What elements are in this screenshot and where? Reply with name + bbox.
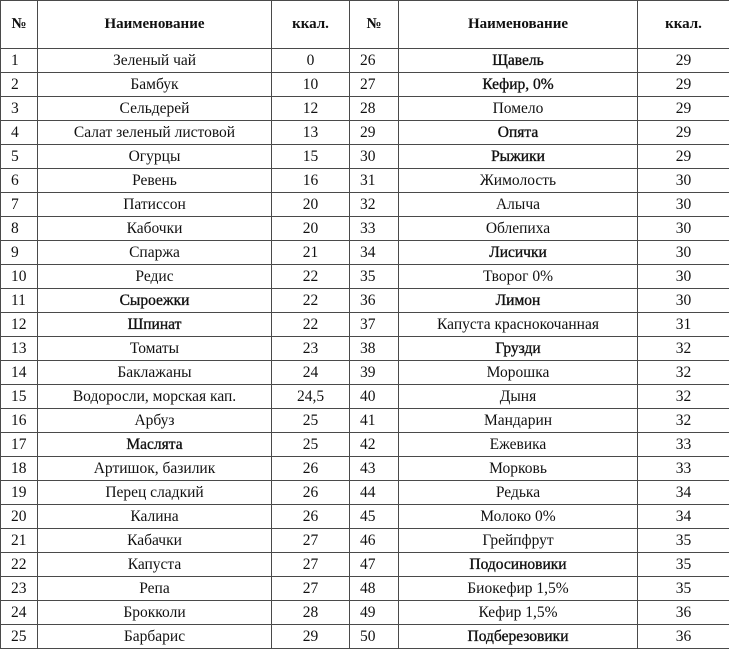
item-name-left: Ревень xyxy=(38,169,272,193)
item-kcal-left: 23 xyxy=(272,337,350,361)
table-row xyxy=(1,337,729,361)
item-kcal-left: 22 xyxy=(272,313,350,337)
item-kcal-left: 26 xyxy=(272,481,350,505)
item-name-right: Жимолость xyxy=(399,169,638,193)
table-row xyxy=(1,577,729,601)
item-number-left: 6 xyxy=(1,169,38,193)
item-kcal-left: 25 xyxy=(272,433,350,457)
item-name-right: Рыжики xyxy=(399,145,638,169)
item-number-left: 11 xyxy=(1,289,38,313)
item-kcal-right: 30 xyxy=(638,241,729,265)
header-number-left: № xyxy=(1,1,38,49)
item-number-right: 47 xyxy=(350,553,399,577)
item-kcal-left: 10 xyxy=(272,73,350,97)
item-number-left: 22 xyxy=(1,553,38,577)
item-number-right: 32 xyxy=(350,193,399,217)
table-row xyxy=(1,409,729,433)
item-name-left: Бамбук xyxy=(38,73,272,97)
table-row xyxy=(1,217,729,241)
item-name-right: Мандарин xyxy=(399,409,638,433)
item-number-left: 10 xyxy=(1,265,38,289)
item-kcal-right: 29 xyxy=(638,49,729,73)
item-name-right: Подберезовики xyxy=(399,625,638,649)
item-number-left: 17 xyxy=(1,433,38,457)
item-number-right: 42 xyxy=(350,433,399,457)
item-number-left: 24 xyxy=(1,601,38,625)
item-name-right: Молоко 0% xyxy=(399,505,638,529)
item-name-left: Сыроежки xyxy=(38,289,272,313)
item-number-left: 16 xyxy=(1,409,38,433)
item-name-right: Грузди xyxy=(399,337,638,361)
item-kcal-left: 24 xyxy=(272,361,350,385)
item-number-right: 38 xyxy=(350,337,399,361)
table-row xyxy=(1,289,729,313)
table-row xyxy=(1,457,729,481)
item-kcal-right: 30 xyxy=(638,193,729,217)
item-name-left: Редис xyxy=(38,265,272,289)
item-name-left: Артишок, базилик xyxy=(38,457,272,481)
item-name-left: Барбарис xyxy=(38,625,272,649)
header-number-right: № xyxy=(350,1,399,49)
item-kcal-left: 27 xyxy=(272,529,350,553)
item-kcal-right: 30 xyxy=(638,217,729,241)
item-kcal-right: 34 xyxy=(638,481,729,505)
item-number-left: 4 xyxy=(1,121,38,145)
item-kcal-left: 22 xyxy=(272,265,350,289)
item-name-right: Творог 0% xyxy=(399,265,638,289)
item-name-left: Шпинат xyxy=(38,313,272,337)
item-number-left: 23 xyxy=(1,577,38,601)
item-name-left: Патиссон xyxy=(38,193,272,217)
item-number-right: 43 xyxy=(350,457,399,481)
item-number-right: 41 xyxy=(350,409,399,433)
table-row xyxy=(1,145,729,169)
item-number-right: 34 xyxy=(350,241,399,265)
item-number-left: 7 xyxy=(1,193,38,217)
item-name-right: Грейпфрут xyxy=(399,529,638,553)
item-kcal-right: 34 xyxy=(638,505,729,529)
table-row xyxy=(1,601,729,625)
table-row xyxy=(1,265,729,289)
table-row xyxy=(1,121,729,145)
item-kcal-right: 35 xyxy=(638,577,729,601)
item-name-right: Морковь xyxy=(399,457,638,481)
item-kcal-left: 27 xyxy=(272,553,350,577)
item-name-left: Репа xyxy=(38,577,272,601)
item-kcal-right: 30 xyxy=(638,289,729,313)
item-name-right: Опята xyxy=(399,121,638,145)
item-name-left: Брокколи xyxy=(38,601,272,625)
item-name-right: Кефир 1,5% xyxy=(399,601,638,625)
item-name-left: Кабочки xyxy=(38,217,272,241)
item-name-right: Подосиновики xyxy=(399,553,638,577)
item-number-left: 13 xyxy=(1,337,38,361)
item-number-right: 44 xyxy=(350,481,399,505)
item-number-right: 49 xyxy=(350,601,399,625)
item-number-right: 46 xyxy=(350,529,399,553)
table-row xyxy=(1,73,729,97)
item-name-right: Лисички xyxy=(399,241,638,265)
item-number-right: 29 xyxy=(350,121,399,145)
item-kcal-left: 0 xyxy=(272,49,350,73)
item-kcal-left: 26 xyxy=(272,457,350,481)
item-name-left: Калина xyxy=(38,505,272,529)
item-name-left: Маслята xyxy=(38,433,272,457)
table-header-row xyxy=(1,1,729,49)
item-kcal-left: 29 xyxy=(272,625,350,649)
item-kcal-right: 33 xyxy=(638,433,729,457)
item-number-left: 12 xyxy=(1,313,38,337)
item-kcal-right: 35 xyxy=(638,553,729,577)
item-kcal-left: 21 xyxy=(272,241,350,265)
item-kcal-right: 32 xyxy=(638,361,729,385)
header-kcal-left: ккал. xyxy=(272,1,350,49)
item-number-left: 9 xyxy=(1,241,38,265)
item-number-left: 25 xyxy=(1,625,38,649)
item-number-right: 36 xyxy=(350,289,399,313)
item-number-right: 30 xyxy=(350,145,399,169)
item-name-right: Кефир, 0% xyxy=(399,73,638,97)
table-row xyxy=(1,481,729,505)
item-kcal-left: 27 xyxy=(272,577,350,601)
item-kcal-right: 29 xyxy=(638,121,729,145)
item-name-left: Баклажаны xyxy=(38,361,272,385)
item-number-right: 28 xyxy=(350,97,399,121)
table-row xyxy=(1,361,729,385)
item-name-left: Спаржа xyxy=(38,241,272,265)
item-kcal-left: 13 xyxy=(272,121,350,145)
item-number-right: 39 xyxy=(350,361,399,385)
item-kcal-left: 28 xyxy=(272,601,350,625)
item-number-left: 14 xyxy=(1,361,38,385)
item-name-right: Ежевика xyxy=(399,433,638,457)
item-number-left: 1 xyxy=(1,49,38,73)
table-row xyxy=(1,313,729,337)
table-row xyxy=(1,553,729,577)
item-name-right: Дыня xyxy=(399,385,638,409)
table-row xyxy=(1,49,729,73)
item-name-left: Сельдерей xyxy=(38,97,272,121)
header-name-right: Наименование xyxy=(399,1,638,49)
item-number-left: 8 xyxy=(1,217,38,241)
item-kcal-left: 26 xyxy=(272,505,350,529)
item-name-right: Редька xyxy=(399,481,638,505)
item-kcal-right: 35 xyxy=(638,529,729,553)
table-row xyxy=(1,625,729,649)
table-row xyxy=(1,193,729,217)
item-kcal-right: 32 xyxy=(638,385,729,409)
item-number-right: 40 xyxy=(350,385,399,409)
item-name-right: Морошка xyxy=(399,361,638,385)
item-kcal-right: 30 xyxy=(638,169,729,193)
item-number-left: 3 xyxy=(1,97,38,121)
item-kcal-right: 36 xyxy=(638,601,729,625)
table-row xyxy=(1,241,729,265)
item-name-right: Щавель xyxy=(399,49,638,73)
item-number-left: 20 xyxy=(1,505,38,529)
item-number-right: 45 xyxy=(350,505,399,529)
item-name-left: Томаты xyxy=(38,337,272,361)
table-row xyxy=(1,169,729,193)
item-kcal-left: 12 xyxy=(272,97,350,121)
item-number-right: 33 xyxy=(350,217,399,241)
item-name-left: Арбуз xyxy=(38,409,272,433)
item-kcal-right: 31 xyxy=(638,313,729,337)
table-row xyxy=(1,529,729,553)
item-kcal-right: 29 xyxy=(638,97,729,121)
item-kcal-right: 32 xyxy=(638,409,729,433)
item-kcal-left: 20 xyxy=(272,217,350,241)
item-number-right: 48 xyxy=(350,577,399,601)
item-number-left: 15 xyxy=(1,385,38,409)
item-kcal-right: 33 xyxy=(638,457,729,481)
table-row xyxy=(1,433,729,457)
item-kcal-right: 36 xyxy=(638,625,729,649)
item-name-left: Салат зеленый листовой xyxy=(38,121,272,145)
item-name-right: Биокефир 1,5% xyxy=(399,577,638,601)
item-number-right: 26 xyxy=(350,49,399,73)
item-name-left: Водоросли, морская кап. xyxy=(38,385,272,409)
item-name-left: Кабачки xyxy=(38,529,272,553)
item-number-left: 18 xyxy=(1,457,38,481)
item-name-right: Лимон xyxy=(399,289,638,313)
item-name-left: Зеленый чай xyxy=(38,49,272,73)
item-number-left: 19 xyxy=(1,481,38,505)
item-name-right: Помело xyxy=(399,97,638,121)
item-name-left: Капуста xyxy=(38,553,272,577)
item-name-left: Огурцы xyxy=(38,145,272,169)
item-kcal-right: 29 xyxy=(638,73,729,97)
item-kcal-left: 22 xyxy=(272,289,350,313)
header-name-left: Наименование xyxy=(38,1,272,49)
item-number-right: 37 xyxy=(350,313,399,337)
item-kcal-left: 24,5 xyxy=(272,385,350,409)
item-name-left: Перец сладкий xyxy=(38,481,272,505)
table-body xyxy=(1,49,729,649)
item-number-left: 21 xyxy=(1,529,38,553)
table-row xyxy=(1,97,729,121)
item-kcal-left: 20 xyxy=(272,193,350,217)
item-kcal-left: 25 xyxy=(272,409,350,433)
item-number-right: 35 xyxy=(350,265,399,289)
item-kcal-right: 30 xyxy=(638,265,729,289)
item-number-right: 31 xyxy=(350,169,399,193)
item-kcal-left: 15 xyxy=(272,145,350,169)
item-kcal-right: 32 xyxy=(638,337,729,361)
header-kcal-right: ккал. xyxy=(638,1,729,49)
item-name-right: Капуста краснокочанная xyxy=(399,313,638,337)
item-number-right: 50 xyxy=(350,625,399,649)
item-name-right: Алыча xyxy=(399,193,638,217)
item-name-right: Облепиха xyxy=(399,217,638,241)
item-number-right: 27 xyxy=(350,73,399,97)
table-row xyxy=(1,385,729,409)
item-kcal-right: 29 xyxy=(638,145,729,169)
item-number-left: 2 xyxy=(1,73,38,97)
item-number-left: 5 xyxy=(1,145,38,169)
item-kcal-left: 16 xyxy=(272,169,350,193)
table-row xyxy=(1,505,729,529)
